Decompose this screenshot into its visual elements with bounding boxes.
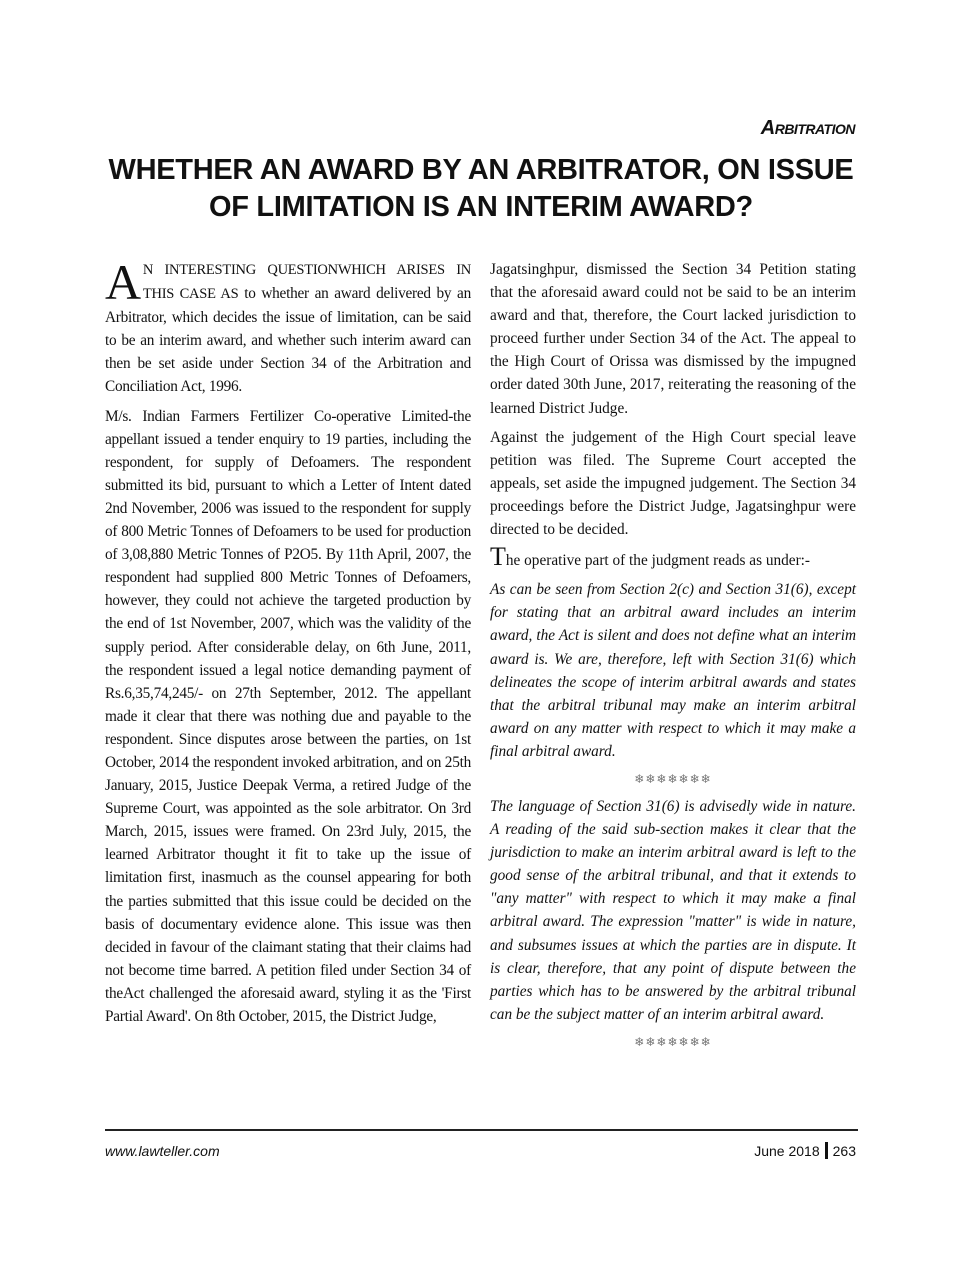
paragraph-text: he operative part of the judgment reads as under:- (505, 552, 811, 570)
intro-paragraph (105, 254, 471, 399)
intro-caps: N INTERESTING QUESTIONWHICH ARISES IN THIS CASE AS (142, 262, 471, 303)
section-label: Arbitration (760, 117, 855, 139)
paragraph: Against the judgement of the High Court special leave petition was filed. The Supreme Court accepted the appeals, set aside the impugned judgement. The Section 34 proceedings before the District Judge, Jagatsinghpur were directed to be decided. (490, 428, 856, 539)
page-number: 263 (832, 1143, 856, 1159)
judgment-quote: The language of Section 31(6) is advisedly wide in nature. A reading of the said sub-section makes it clear that the jurisdiction to make an interim arbitral award is left to the good sense of the arbitral tribunal, and that it extends to "any matter" with respect to which it may make a final arbitral award. The expression "matter" is wide in nature, and subsumes issues at which the parties are in dispute. It is clear, therefore, that any point of dispute between the parties which has to be answered by the arbitral tribunal can be the subject matter of an interim arbitral award. (490, 797, 856, 1023)
paragraph: Jagatsinghpur, dismissed the Section 34 Petition stating that the aforesaid award could not be said to be an interim award and that, therefore, the Court lacked jurisdiction to proceed further under Section 34 of the Act. The appeal to the High Court of Orissa was dismissed by the impugned order dated 30th June, 2017, reiterating the reasoning of the learned District Judge. (490, 261, 856, 417)
initial-letter: T (490, 542, 506, 572)
footer-page-info (754, 1142, 856, 1159)
footer-website: www.lawteller.com (105, 1143, 220, 1159)
drop-cap: A (105, 254, 141, 310)
footer-divider (105, 1129, 858, 1131)
issue-date: June 2018 (754, 1143, 820, 1159)
separator: ❄❄❄❄❄❄❄ (634, 771, 712, 786)
intro-text: to whether an award delivered by an Arbitrator, which decides the issue of limitation, can be said to be an interim award, and whether such interim award can then be set aside under Section 34 of the Arbitration and Conciliation Act, 1996. (105, 285, 471, 396)
facts-paragraph: M/s. Indian Farmers Fertilizer Co-operative Limited-the appellant issued a tender enquiry to 19 parties, including the respondent, for supply of Defoamers. The respondent submitted its bid, pursuant to which a Letter of Intent dated 2nd November, 2006 was issued to the respondent for supply of 800 Metric Tonnes of Defoamers to be used for production of 3,08,880 Metric Tonnes of P2O5. By 11th April, 2007, the respondent had supplied 800 Metric Tonnes of Defoamers, however, they could not achieve the targeted production by the end of 1st November, 2007, which was the validity of the supply period. After considerable delay, on 6th June, 2011, the respondent issued a legal notice demanding payment of Rs.6,35,74,245/- on 27th September, 2012. The appellant made it clear that there was nothing due and payable to the respondent. Since disputes arose between the parties, on 1st October, 2014 the respondent invoked arbitration, and on 25th January, 2015, Justice Deepak Verma, a retired Judge of the Supreme Court, was appointed as the sole arbitrator. On 3rd March, 2015, issues were framed. On 23rd July, 2015, the learned Arbitrator thought it fit to take up the issue of limitation first, inasmuch as the counsel appearing for both the parties submitted that this issue could be decided on the basis of documentary evidence alone. This issue was then decided in favour of the claimant stating that their claims had not become time barred. A petition filed under Section 34 of theAct challenged the aforesaid award, styling it as the 'First Partial Award'. On 8th October, 2015, the District Judge, (105, 407, 471, 1025)
judgment-quote: As can be seen from Section 2(c) and Section 31(6), except for stating that an arbitral award includes an interim award, the Act is silent and does not define what an interim award is. We are, therefore, left with Section 31(6) which delineates the scope of interim arbitral awards and states that the arbitral tribunal may make an interim arbitral award on any matter with respect to which it may make a final arbitral award. (490, 581, 856, 760)
article-title: WHETHER AN AWARD BY AN ARBITRATOR, ON ISSUE OF LIMITATION IS AN INTERIM AWARD? (108, 154, 854, 223)
right-column (490, 258, 856, 1058)
left-column (105, 254, 471, 1034)
divider-bar (825, 1142, 828, 1159)
separator: ❄❄❄❄❄❄❄ (634, 1034, 712, 1049)
paragraph (490, 542, 856, 572)
